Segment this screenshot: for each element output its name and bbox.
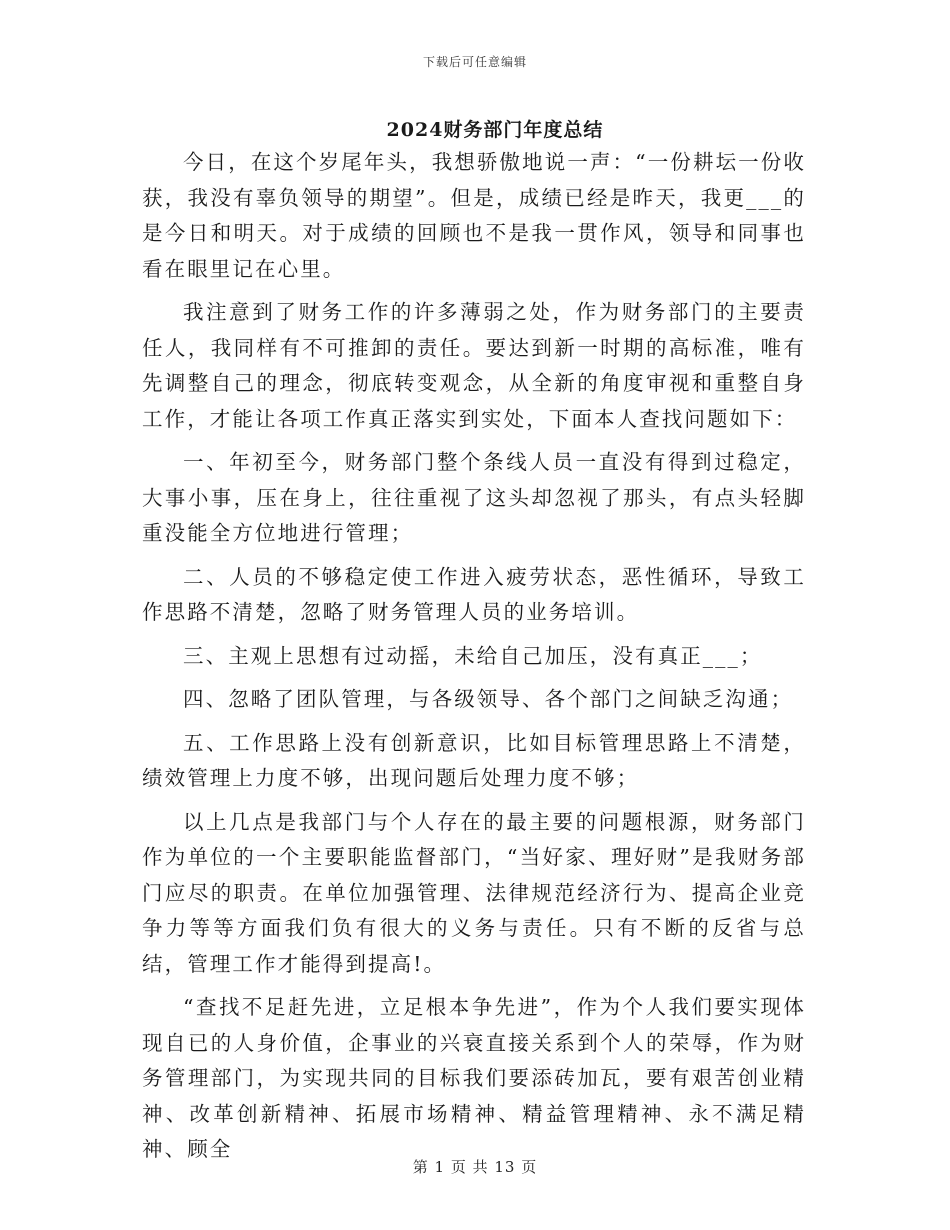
document-title: 2024财务部门年度总结: [386, 119, 604, 141]
paragraph-4: 二、人员的不够稳定使工作进入疲劳状态，恶性循环，导致工作思路不清楚，忽略了财务管理人员的业务培训。: [142, 564, 806, 624]
header-note: 下载后可任意编辑: [422, 55, 527, 69]
paragraph-9: “查找不足赶先进，立足根本争先进”，作为个人我们要实现体现自已的人身价值，企事业的兴衰直接关系到个人的荣辱，作为财务管理部门，为实现共同的目标我们要添砖加瓦，要有艰苦创业精神、改革创新精神、拓展市场精神、精益管理精神、永不满足精神、顾全: [142, 995, 806, 1161]
paragraph-5: 三、主观上思想有过动摇，未给自己加压，没有真正___；: [183, 643, 763, 668]
paragraph-3: 一、年初至今，财务部门整个条线人员一直没有得到过稳定，大事小事，压在身上，往往重视了这头却忽视了那头，有点头轻脚重没能全方位地进行管理；: [142, 450, 806, 545]
paragraph-8: 以上几点是我部门与个人存在的最主要的问题根源，财务部门作为单位的一个主要职能监督部门，“当好家、理好财”是我财务部门应尽的职责。在单位加强管理、法律规范经济行为、提高企业竞争力等等方面我们负有很大的义务与责任。只有不断的反省与总结，管理工作才能得到提高!。: [142, 809, 806, 976]
paragraph-7: 五、工作思路上没有创新意识，比如目标管理思路上不清楚，绩效管理上力度不够，出现问题后处理力度不够；: [142, 730, 806, 790]
page-number-footer: 第 1 页 共 13 页: [412, 1158, 538, 1176]
paragraph-1: 今日，在这个岁尾年头，我想骄傲地说一声：“一份耕坛一份收获，我没有辜负领导的期望”。但是，成绩已经是昨天，我更___的是今日和明天。对于成绩的回顾也不是我一贯作风，领导和同事也看在眼里记在心里。: [142, 150, 806, 281]
paragraph-2: 我注意到了财务工作的许多薄弱之处，作为财务部门的主要责任人，我同样有不可推卸的责任。要达到新一时期的高标准，唯有先调整自己的理念，彻底转变观念，从全新的角度审视和重整自身工作，才能让各项工作真正落实到实处，下面本人查找问题如下：: [142, 300, 806, 431]
paragraph-6: 四、忽略了团队管理，与各级领导、各个部门之间缺乏沟通；: [183, 687, 794, 711]
document-body: [142, 145, 806, 1176]
